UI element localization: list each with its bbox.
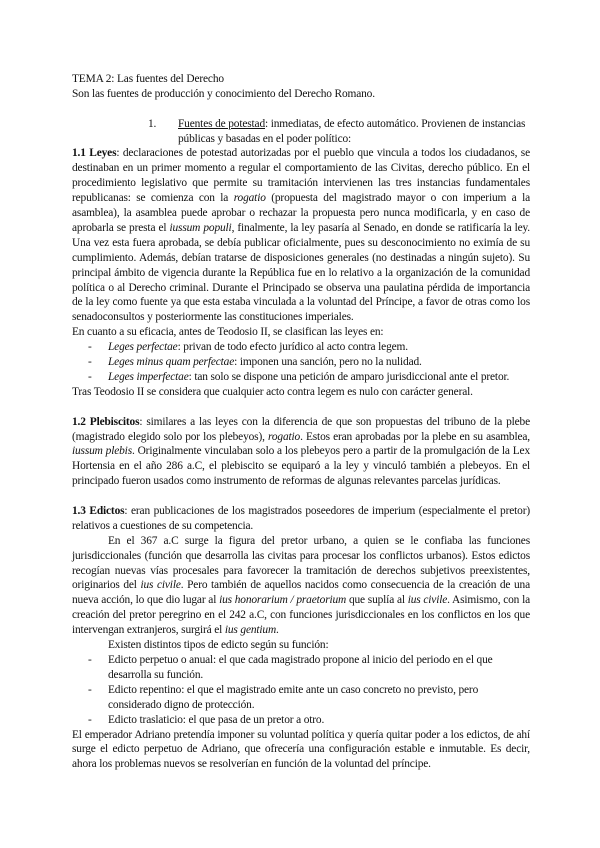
edictos-text-2b: . Pero también de aquellos nacidos como consecuencia de la creación de una nueva acción, lo que dio lugar al (72, 579, 530, 607)
plebiscitos-text-1: : similares a las leyes con la diferencia de que son propuestas del tribuno de la plebe (magistrado elegido solo por los plebeyos), (72, 415, 530, 443)
list-item (72, 370, 530, 385)
term-ius-civile: ius civile (407, 594, 448, 607)
plebiscitos-heading: 1.2 Plebiscitos (72, 415, 140, 428)
list-item (72, 653, 530, 683)
list-dash: - (88, 683, 92, 696)
plebiscitos-paragraph (72, 415, 530, 490)
edictos-text-1: : eran publicaciones de los magistrados poseedores de imperium (especialmente el pretor) relativos a cuestiones de su competencia. (72, 504, 530, 532)
leyes-paragraph (72, 146, 530, 325)
section-1-number: 1. (148, 117, 157, 130)
list-item (72, 683, 530, 713)
list-dash: - (88, 341, 92, 354)
leyes-list (72, 340, 530, 385)
edictos-paragraph-2 (72, 534, 530, 638)
edictos-list (72, 653, 530, 728)
list-item-desc: : privan de todo efecto jurídico al acto contra legem. (177, 341, 408, 354)
leyes-eficacia: En cuanto a su eficacia, antes de Teodosio II, se clasifican las leyes en: (72, 326, 384, 339)
term-ius-civile: ius civile (140, 579, 181, 592)
list-item (72, 713, 530, 728)
document-body (72, 72, 530, 772)
list-item (72, 355, 530, 370)
list-item-term: Leges minus quam perfectae (108, 356, 235, 369)
leyes-after: Tras Teodosio II se considera que cualquier acto contra legem es nulo con carácter general. (72, 385, 473, 398)
leyes-term-rogatio: rogatio (233, 192, 266, 205)
term-ius-honorarium: ius honorarium / praetorium (219, 594, 347, 607)
list-item-term: Leges perfectae (108, 341, 178, 354)
leyes-heading: 1.1 Leyes (72, 147, 117, 160)
leyes-text-1: : declaraciones de potestad autorizadas por el pueblo que vincula a todos los ciudadanos, se destinaban en un primer momento a regular el comportamiento de las Civitas, derecho público. En el procedimiento legislativo que permite su tramitación intervienen las tres instancias fundamentales republicanas: se comienza con la (72, 147, 530, 205)
term-ius-gentium: ius gentium (224, 624, 277, 637)
list-item-text: Edicto repentino: el que el magistrado emite ante un caso concreto no previsto, pero considerado digno de protección. (108, 683, 479, 711)
leyes-text-3: , finalmente, la ley pasaría al Senado, en donde se ratificaría la ley. Una vez esta fuera aprobada, se debía publicar oficialmente, pues su desconocimiento no eximía de su cumplimiento. Además, debían tratarse de disposiciones generales (no destinadas a ningún sujeto). Su principal ámbito de vigencia durante la República fue en lo relativo a la organización de la comunidad política o al Derecho criminal. Durante el Principado se observa una paulatina pérdida de importancia de la ley como fuente ya que esta estaba vinculada a la voluntad del Príncipe, a favor de otras como los senadoconsultos y posteriormente las constituciones imperiales. (72, 221, 531, 324)
plebiscitos-text-3: . Originalmente vinculaban solo a los plebeyos pero a partir de la promulgación de la Lex Hortensia en el año 286 a.C, el plebiscito se equiparó a la ley y vinculó también a plebeyos. En el principado fueron usados como instrumento de reformas de algunas relevantes parcelas jurídicas. (72, 445, 530, 488)
plebiscitos-term-rogatio: rogatio (268, 430, 301, 443)
edictos-heading: 1.3 Edictos (72, 504, 125, 517)
plebiscitos-term-iussum-plebis: iussum plebis (72, 445, 132, 458)
list-item-desc: : imponen una sanción, pero no la nulidad. (234, 356, 422, 369)
section-1-title: Fuentes de potestad (178, 117, 265, 130)
page-subtitle: Son las fuentes de producción y conocimiento del Derecho Romano. (72, 87, 375, 100)
plebiscitos-text-2: . Estos eran aprobadas por la plebe en su asamblea, (300, 430, 530, 443)
leyes-text-2: (propuesta del magistrado mayor o con imperium a la asamblea), la asamblea puede aprobar o rechazar la propuesta pero nunca modificarla, y en caso de aprobarla se presta el (72, 192, 530, 234)
list-dash: - (88, 713, 92, 726)
list-item-desc: : tan solo se dispone una petición de amparo jurisdiccional ante el pretor. (188, 371, 510, 384)
section-1-heading (72, 117, 530, 147)
list-dash: - (88, 654, 92, 667)
list-item-text: Edicto traslaticio: el que pasa de un pretor a otro. (108, 713, 325, 726)
list-dash: - (88, 371, 92, 384)
leyes-term-iussum-populi: iussum populi (169, 221, 232, 234)
edictos-paragraph (72, 504, 530, 534)
edictos-text-2e: . (276, 624, 279, 637)
edictos-text-2a: En el 367 a.C surge la figura del pretor urbano, a quien se le confiaba las funciones jurisdiccionales (función que desarrolla las civitas para procesar los conflictos urbanos). Estos edictos recogían nuevas vías procesales para favorecer la tramitación de derechos subjetivos preexistentes, originarios del (72, 534, 530, 592)
edictos-final: El emperador Adriano pretendía imponer su voluntad política y quería quitar poder a los edictos, de ahí surge el edicto perpetuo de Adriano, que ofrecería una configuración estable e inmutable. Es decir, ahora los problemas nuevos se resolverían en función de la voluntad del príncipe. (72, 728, 530, 771)
section-1-text: : inmediatas, de efecto automático. Provienen de instancias públicas y basadas en el poder político: (178, 117, 526, 145)
list-item-term: Leges imperfectae (108, 371, 189, 384)
edictos-tipos: Existen distintos tipos de edicto según su función: (108, 639, 329, 652)
edictos-text-2d: . Asimismo, con la creación del pretor peregrino en el 242 a.C, con funciones jurisdiccionales en los conflictos en los que intervengan extranjeros, surgirá el (72, 594, 530, 637)
page-title: TEMA 2: Las fuentes del Derecho (72, 73, 224, 85)
list-dash: - (88, 356, 92, 369)
edictos-text-2c: que suplía al (346, 594, 408, 607)
list-item-text: Edicto perpetuo o anual: el que cada magistrado propone al inicio del periodo en el que desarrolla su función. (108, 654, 493, 681)
list-item (72, 340, 530, 355)
